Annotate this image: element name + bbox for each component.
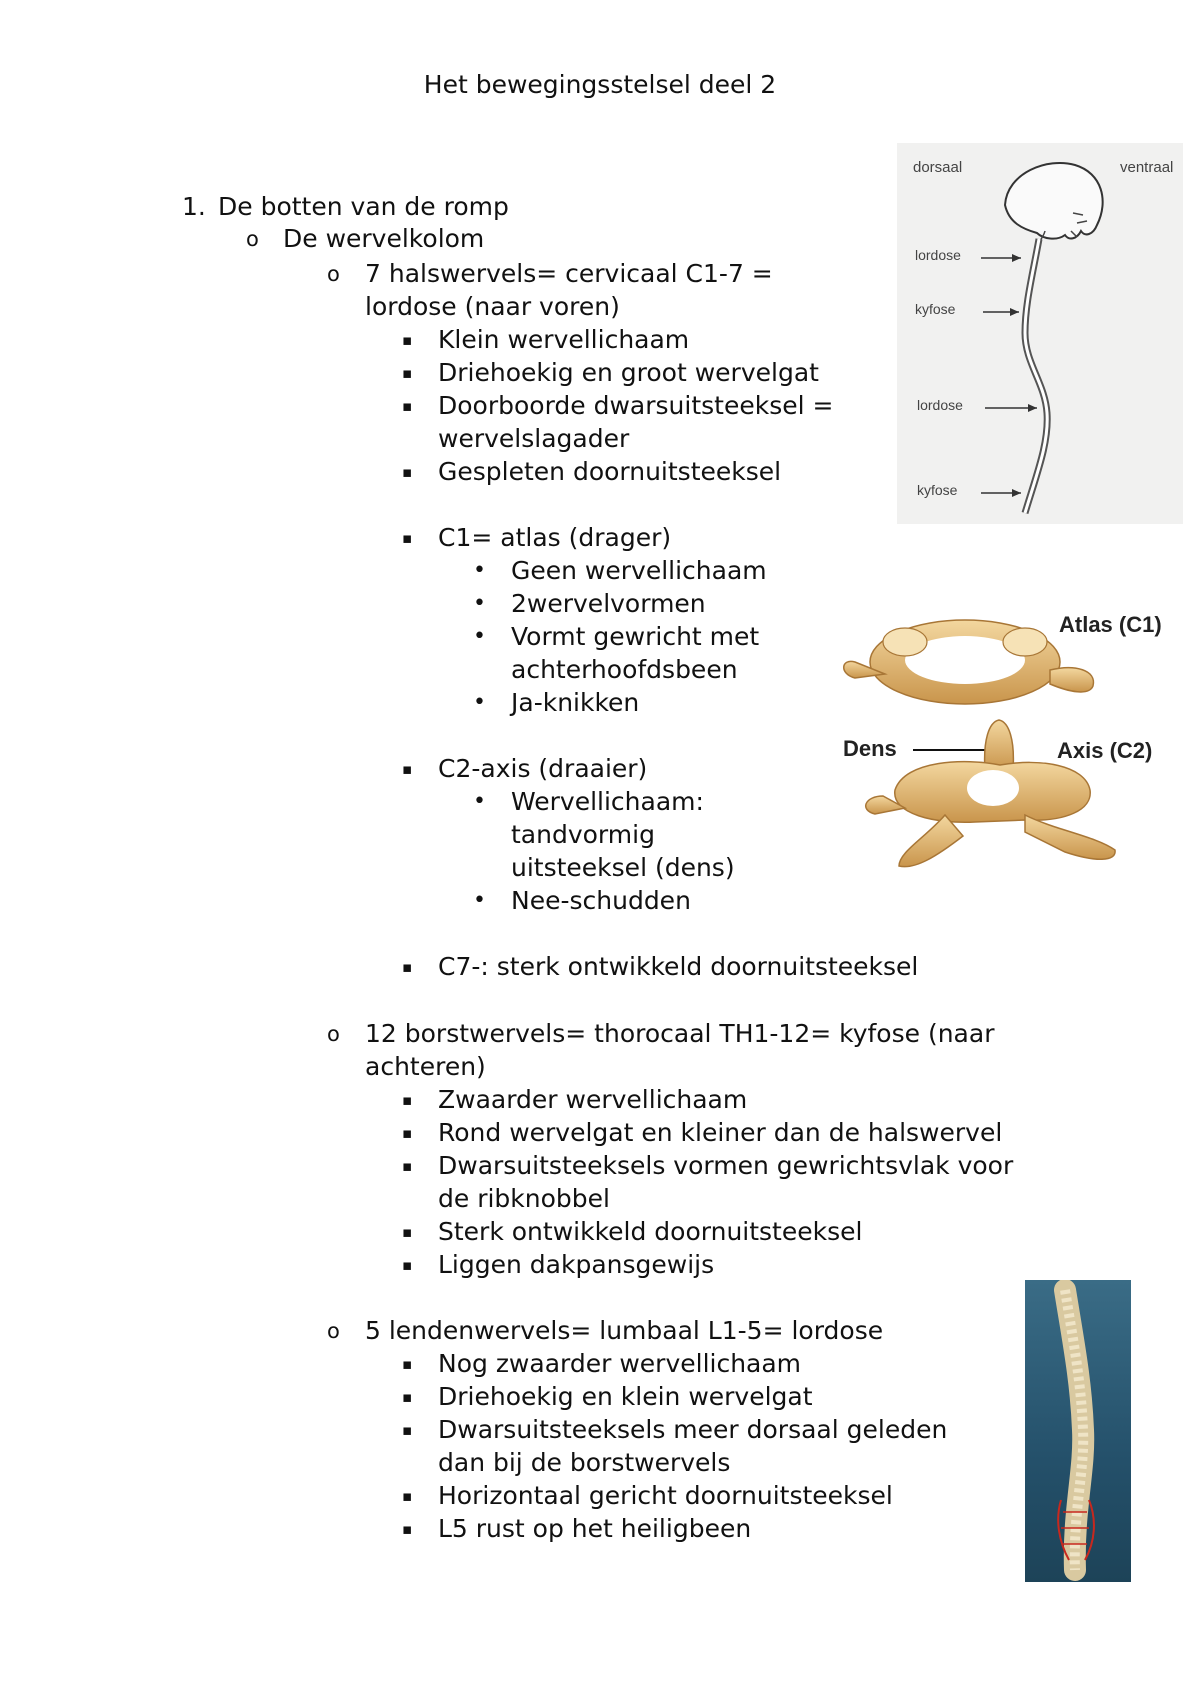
square-marker: ▪ [402,760,413,778]
dot-marker: • [473,624,486,649]
dot-marker: • [473,789,486,814]
thoracic-line-1: 12 borstwervels= thorocaal TH1-12= kyfose (naar [365,1019,995,1048]
list-item: Sterk ontwikkeld doornuitsteeksel [438,1217,863,1246]
dot-marker: • [473,888,486,913]
dot-marker: • [473,558,486,583]
list-item: L5 rust op het heiligbeen [438,1514,752,1543]
square-marker: ▪ [402,331,413,349]
list-item: Nee-schudden [511,886,691,915]
square-marker: ▪ [402,1157,413,1175]
cervical-line-2: lordose (naar voren) [365,292,620,321]
list-item-continuation: achterhoofdsbeen [511,655,738,684]
list-item: Zwaarder wervellichaam [438,1085,748,1114]
square-marker: ▪ [402,463,413,481]
list-item: Doorboorde dwarsuitsteeksel = [438,391,834,420]
dot-marker: • [473,591,486,616]
spine-model-drawing [1025,1280,1131,1582]
square-marker: ▪ [402,1256,413,1274]
atlas-figure-label: Atlas (C1) [1059,612,1162,637]
list-item: Ja-knikken [511,688,640,717]
spine-curvature-figure [897,143,1183,524]
axis-label: C2-axis (draaier) [438,754,648,783]
square-marker: ▪ [402,1124,413,1142]
square-marker: ▪ [402,397,413,415]
lumbar-line-1: 5 lendenwervels= lumbaal L1-5= lordose [365,1316,884,1345]
subsection-heading: De wervelkolom [283,224,485,253]
axis-figure-label: Axis (C2) [1057,738,1153,763]
list-item: Driehoekig en groot wervelgat [438,358,819,387]
thoracic-line-2: achteren) [365,1052,486,1081]
list-item: Gespleten doornuitsteeksel [438,457,782,486]
list-item: Nog zwaarder wervellichaam [438,1349,802,1378]
list-item: Driehoekig en klein wervelgat [438,1382,813,1411]
spine-model-figure [1025,1280,1131,1582]
numbered-marker: 1. [182,192,206,221]
dot-marker: • [473,690,486,715]
spine-curvature-drawing [897,143,1183,524]
dens-figure-label: Dens [843,736,897,761]
circle-marker: o [327,1022,340,1046]
ventraal-label: ventraal [1120,159,1174,176]
square-marker: ▪ [402,1355,413,1373]
atlas-label: C1= atlas (drager) [438,523,672,552]
lordose-label: lordose [915,247,961,263]
square-marker: ▪ [402,1520,413,1538]
list-item: Wervellichaam: [511,787,704,816]
list-item: Rond wervelgat en kleiner dan de halswervel [438,1118,1003,1147]
section-heading: De botten van de romp [218,192,509,221]
list-item: 2wervelvormen [511,589,706,618]
list-item: Vormt gewricht met [511,622,760,651]
lordose-label: lordose [917,397,963,413]
list-item: Klein wervellichaam [438,325,690,354]
square-marker: ▪ [402,364,413,382]
kyfose-label: kyfose [917,482,958,498]
list-item: Liggen dakpansgewijs [438,1250,715,1279]
list-item-continuation: de ribknobbel [438,1184,610,1213]
square-marker: ▪ [402,1388,413,1406]
circle-marker: o [246,227,259,251]
list-item: Dwarsuitsteeksels meer dorsaal geleden [438,1415,948,1444]
square-marker: ▪ [402,1421,413,1439]
circle-marker: o [327,262,340,286]
kyfose-label: kyfose [915,301,956,317]
circle-marker: o [327,1319,340,1343]
list-item-continuation: uitsteeksel (dens) [511,853,735,882]
square-marker: ▪ [402,1223,413,1241]
list-item-continuation: tandvormig [511,820,655,849]
list-item: Geen wervellichaam [511,556,767,585]
square-marker: ▪ [402,1091,413,1109]
cervical-line-1: 7 halswervels= cervicaal C1-7 = [365,259,773,288]
list-item-continuation: dan bij de borstwervels [438,1448,731,1477]
page-title: Het bewegingsstelsel deel 2 [423,70,777,99]
square-marker: ▪ [402,1487,413,1505]
dorsaal-label: dorsaal [913,159,963,176]
atlas-axis-figure [825,600,1185,890]
list-item: Horizontaal gericht doornuitsteeksel [438,1481,893,1510]
list-item-continuation: wervelslagader [438,424,630,453]
square-marker: ▪ [402,958,413,976]
c7-label: C7-: sterk ontwikkeld doornuitsteeksel [438,952,919,981]
list-item: Dwarsuitsteeksels vormen gewrichtsvlak voor [438,1151,1014,1180]
square-marker: ▪ [402,529,413,547]
